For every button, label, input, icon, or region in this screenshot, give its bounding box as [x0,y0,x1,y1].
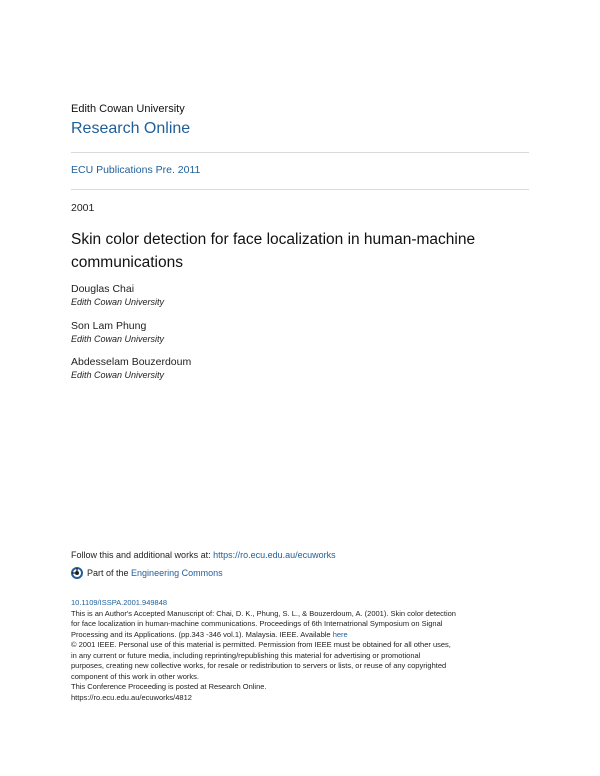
part-of-text: Part of the [87,568,129,578]
citation-line: This is an Author's Accepted Manuscript of: Chai, D. K., Phung, S. L., & Bouzerdoum, A. (2001). Skin color detection [71,608,456,618]
author-affiliation: Edith Cowan University [71,297,165,307]
record-url[interactable]: https://ro.ecu.edu.au/ecuworks/4812 [71,692,192,702]
paper-title: Skin color detection for face localization in human-machine communications [71,231,476,271]
repository-name[interactable]: Research Online [71,120,191,137]
citation-line: for face localization in human-machine communications. Proceedings of 6th Internatrional Symposium on Signal [71,619,443,628]
author-affiliation: Edith Cowan University [71,370,165,380]
doi-link[interactable]: 10.1109/ISSPA.2001.949848 [71,598,168,607]
author-name: Son Lam Phung [71,320,147,332]
collection-link[interactable]: ECU Publications Pre. 2011 [71,164,201,176]
copyright-line: component of this work in other works. [71,671,199,681]
ecuworks-link[interactable]: https://ro.ecu.edu.au/ecuworks [213,550,336,560]
author-name: Abdesselam Bouzerdoum [71,356,192,368]
divider [71,189,529,190]
divider [71,152,529,153]
posted-line: This Conference Proceeding is posted at Research Online. [71,682,267,691]
author-affiliation: Edith Cowan University [71,334,165,344]
citation-line: Processing and its Applications. (pp.343 -346 vol.1). Malaysia. IEEE. Available [71,629,333,639]
commons-network-icon [71,567,83,579]
here-link[interactable]: here [332,629,348,639]
follow-text: Follow this and additional works at: [71,550,214,560]
follow-line [71,550,336,560]
part-of-line [71,567,223,579]
copyright-line: purposes, creating new collective works, for resale or redistribution to servers or lists, or reuse of any copyrighted [71,661,447,670]
author-name: Douglas Chai [71,283,135,295]
publication-year: 2001 [71,202,95,214]
institution-name: Edith Cowan University [71,103,185,115]
copyright-line: © 2001 IEEE. Personal use of this material is permitted. Permission from IEEE must be obtained for all other uses, [71,640,451,649]
copyright-line: in any current or future media, including reprinting/republishing this material for advertising or promotional [71,650,421,660]
engineering-commons-link[interactable]: Engineering Commons [131,568,223,578]
citation-block [71,598,541,703]
